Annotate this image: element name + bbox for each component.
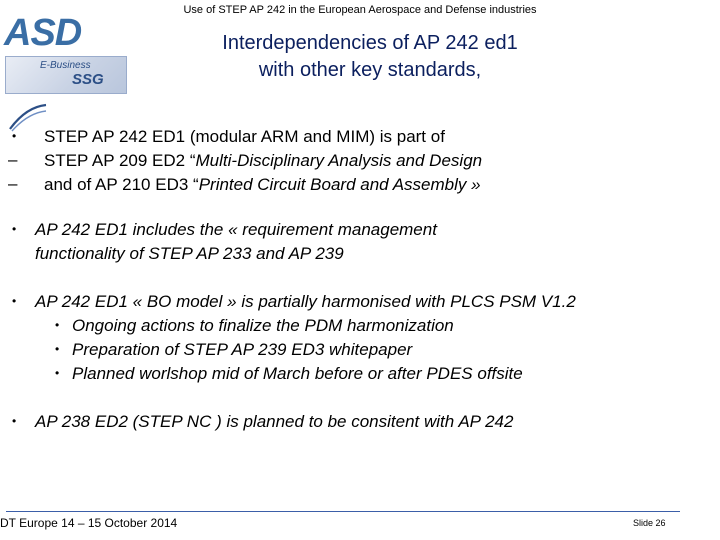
title-line-2: with other key standards, xyxy=(258,59,482,81)
text-segment: Multi-Disciplinary Analysis and Design xyxy=(195,151,483,170)
bullet-icon: • xyxy=(12,414,17,428)
body-line xyxy=(44,173,481,197)
header-subtitle: Use of STEP AP 242 in the European Aerospace and Defense industries xyxy=(183,4,537,16)
body-line: AP 242 ED1 includes the « requirement management xyxy=(35,220,437,239)
bullet-icon: • xyxy=(12,222,17,236)
ebusiness-label: E-Business xyxy=(40,60,91,71)
title-line-1: Interdependencies of AP 242 ed1 xyxy=(222,32,518,54)
slide-number: Slide 26 xyxy=(633,518,666,528)
dash-icon: – xyxy=(8,174,18,193)
sub-list-item: Preparation of STEP AP 239 ED3 whitepaper xyxy=(72,340,413,359)
footer-divider xyxy=(6,511,680,512)
sub-list-item: Planned worlshop mid of March before or after PDES offsite xyxy=(72,364,523,383)
ebusiness-ssg-badge xyxy=(5,56,127,94)
footer-event: DT Europe 14 – 15 October 2014 xyxy=(0,516,178,530)
body-line xyxy=(44,149,482,173)
text-segment: STEP AP 209 ED2 “ xyxy=(44,151,196,170)
sub-bullet-icon: • xyxy=(55,318,60,332)
body-line: AP 242 ED1 « BO model » is partially harmonised with PLCS PSM V1.2 xyxy=(35,292,576,311)
body-line: AP 238 ED2 (STEP NC ) is planned to be consitent with AP 242 xyxy=(35,412,514,431)
body-line: STEP AP 242 ED1 (modular ARM and MIM) is part of xyxy=(44,127,445,146)
bullet-icon: • xyxy=(12,294,17,308)
dash-icon: – xyxy=(8,150,18,169)
asd-logo xyxy=(4,12,126,94)
bullet-icon: • xyxy=(12,129,17,143)
slide-title xyxy=(170,30,570,84)
body-line: functionality of STEP AP 233 and AP 239 xyxy=(35,244,344,263)
ssg-label: SSG xyxy=(72,71,104,88)
text-segment: Printed Circuit Board and Assembly » xyxy=(198,175,481,194)
sub-bullet-icon: • xyxy=(55,366,60,380)
sub-list-item: Ongoing actions to finalize the PDM harmonization xyxy=(72,316,454,335)
text-segment: and of AP 210 ED3 “ xyxy=(44,175,199,194)
sub-bullet-icon: • xyxy=(55,342,60,356)
asd-logo-text: ASD xyxy=(4,12,82,54)
